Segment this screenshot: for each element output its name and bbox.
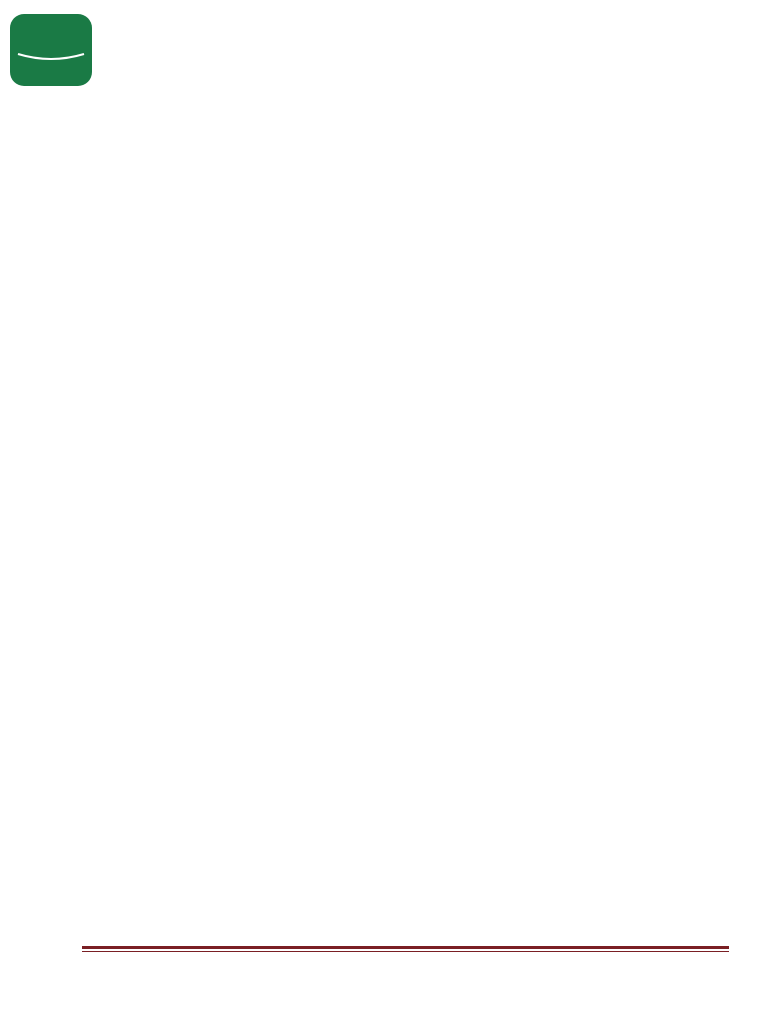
graphs-panel xyxy=(80,318,760,530)
school-logo xyxy=(8,12,94,88)
footer-rule-thin xyxy=(82,951,729,952)
footer-rule xyxy=(82,946,729,949)
